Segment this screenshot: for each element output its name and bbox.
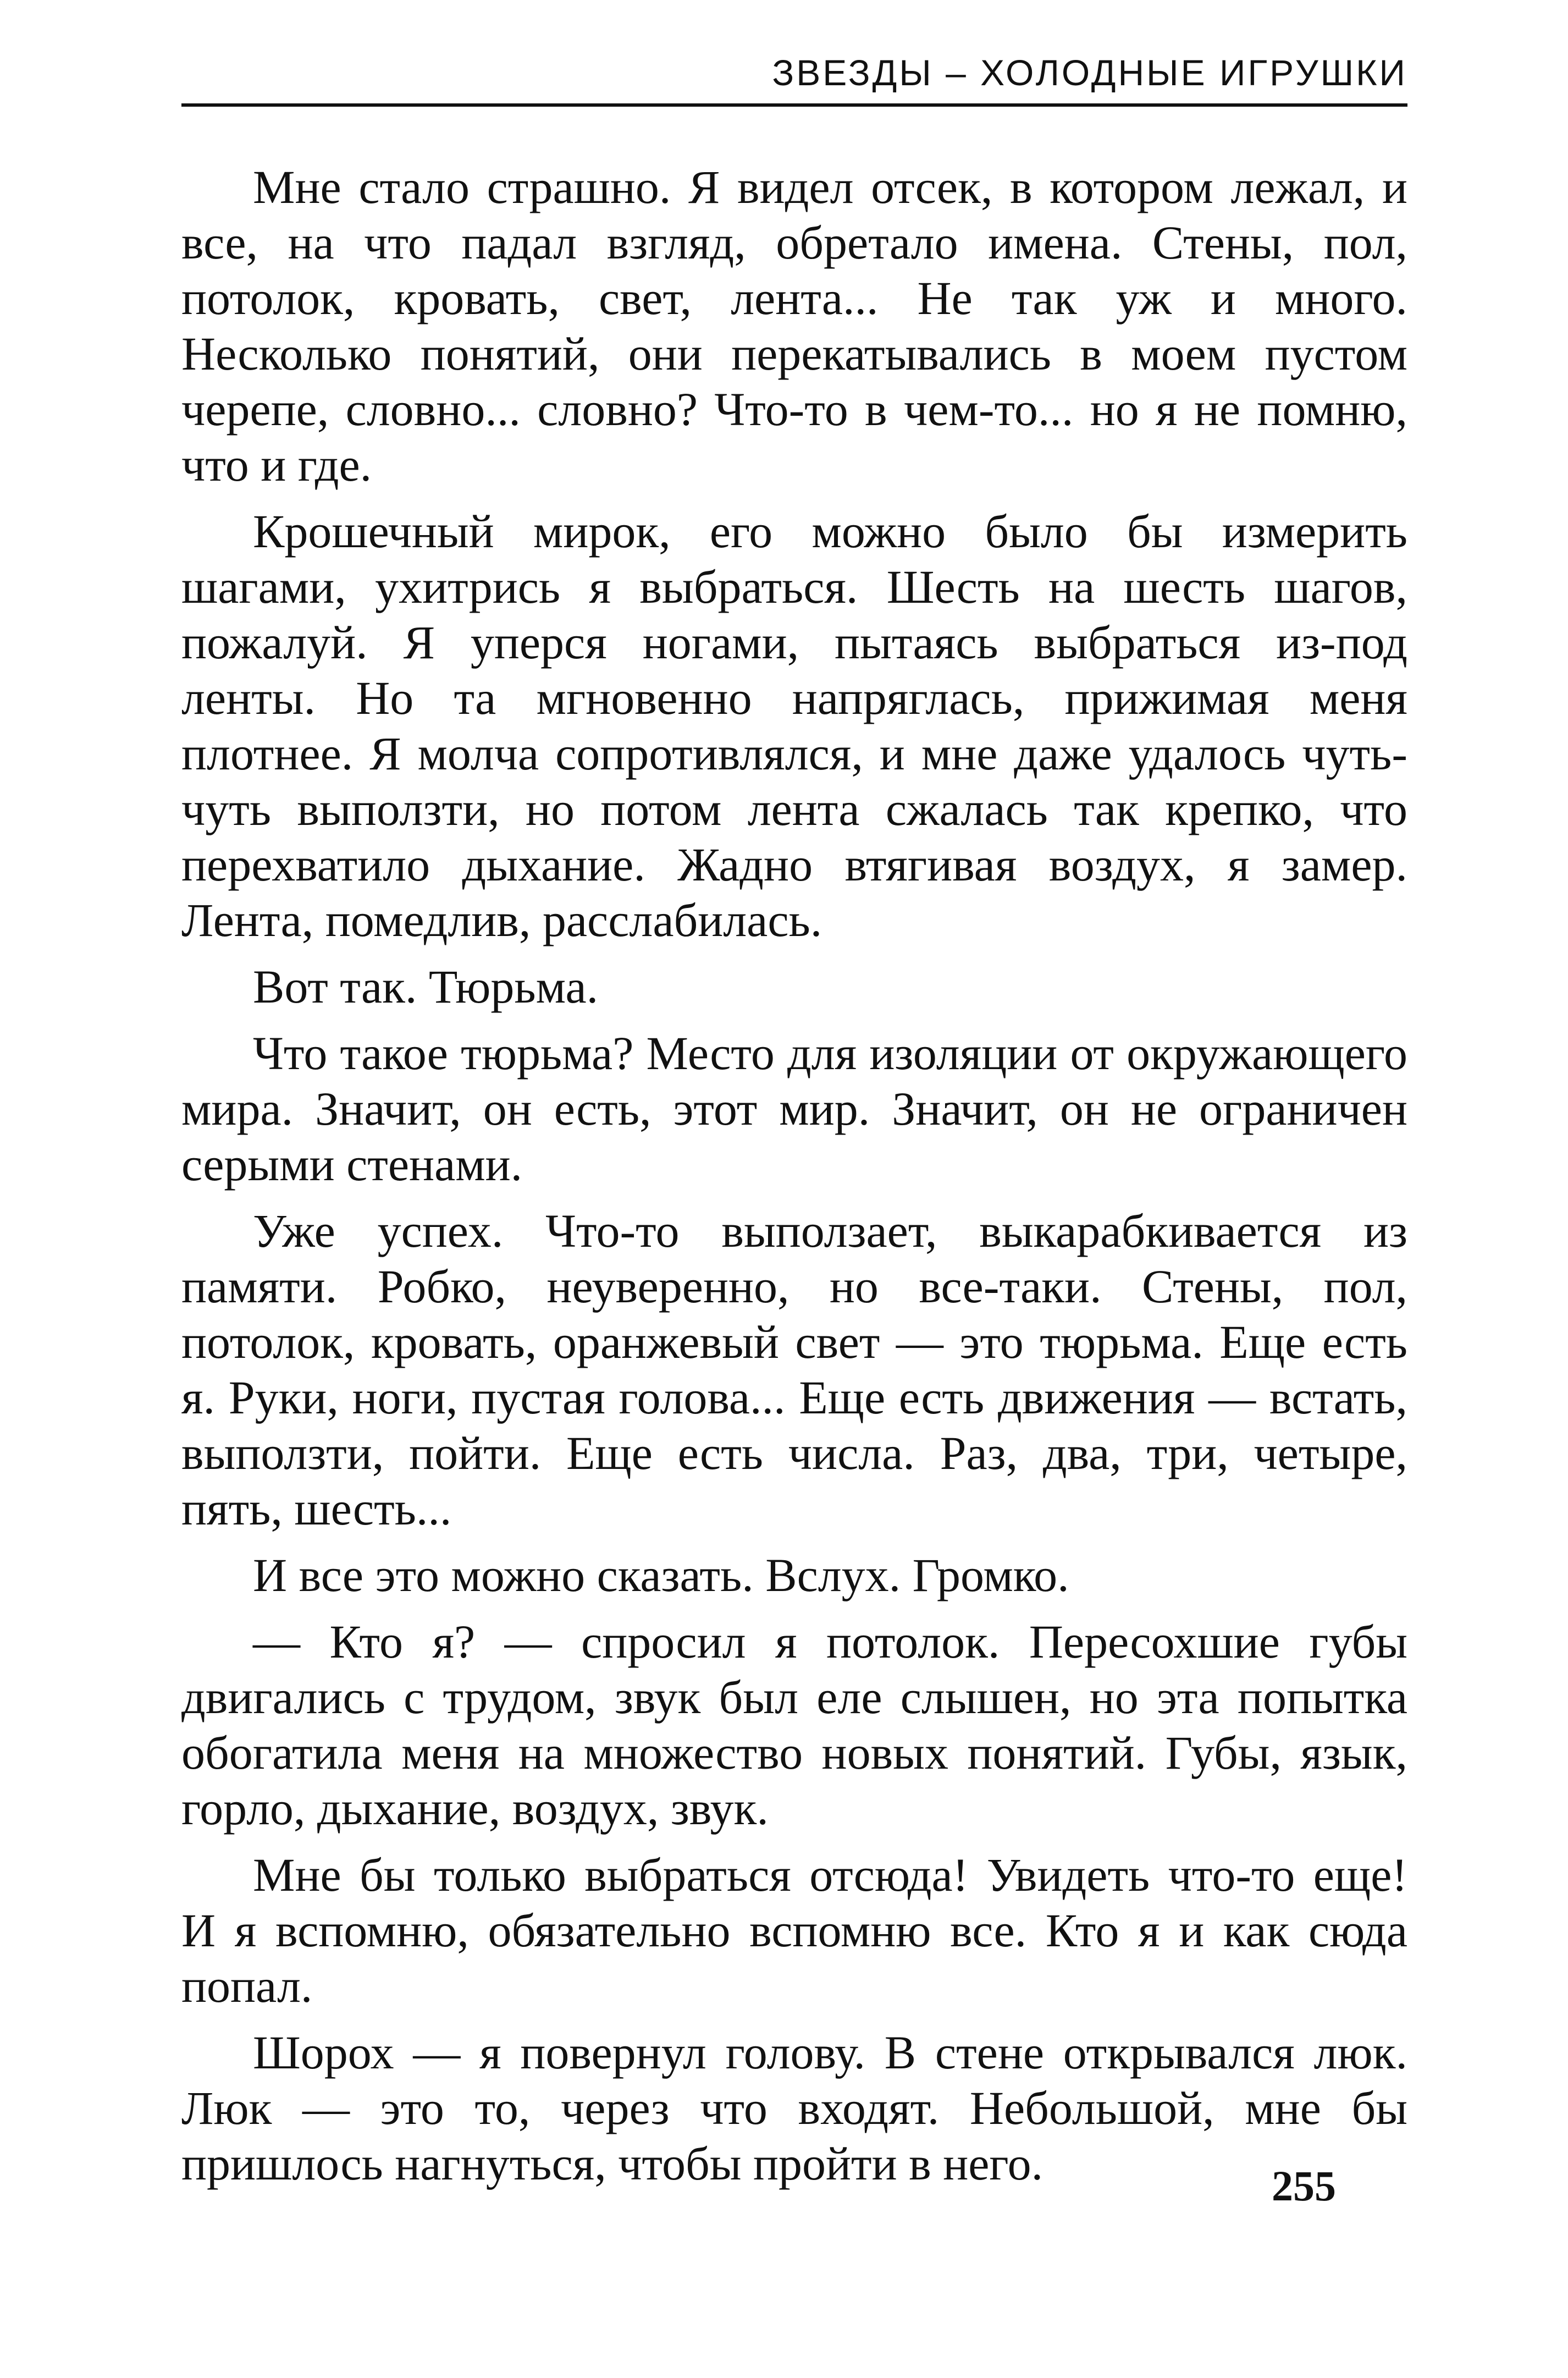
paragraph: Мне бы только выбраться отсюда! Увидеть что-то еще! И я вспомню, обязательно вспомню все. Кто я и как сюда попал. [181,1848,1407,2012]
paragraph: Что такое тюрьма? Место для изоляции от окружающего мира. Значит, он есть, этот мир. Значит, он не ограничен серыми стенами. [181,1027,1407,1191]
paragraph: — Кто я? — спросил я потолок. Пересохшие губы двигались с трудом, звук был еле слышен, но эта попытка обогатила меня на множество новых понятий. Губы, язык, горло, дыхание, воздух, звук. [181,1615,1407,1835]
paragraph: Вот так. Тюрьма. [253,960,599,1013]
paragraph: Уже успех. Что-то выползает, выкарабкивается из памяти. Робко, неуверенно, но все-таки. Стены, пол, потолок, кровать, оранжевый свет — это тюрьма. Еще есть я. Руки, ноги, пустая голова... Еще есть движения — встать, выползти, пойти. Еще есть числа. Раз, два, три, четыре, пять, шесть... [181,1204,1407,1535]
paragraph: Крошечный мирок, его можно было бы измерить шагами, ухитрись я выбраться. Шесть на шесть шагов, пожалуй. Я уперся ногами, пытаясь выбраться из-под ленты. Но та мгновенно напряглась, прижимая меня плотнее. Я молча сопротивлялся, и мне даже удалось чуть-чуть выползти, но потом лента сжалась так крепко, что перехватило дыхание. Жадно втягивая воздух, я замер. Лента, помедлив, расслабилась. [181,505,1407,946]
paragraph: Мне стало страшно. Я видел отсек, в котором лежал, и все, на что падал взгляд, обретало имена. Стены, пол, потолок, кровать, свет, лента... Не так уж и много. Несколько понятий, они перекатывались в моем пустом черепе, словно... словно? Что-то в чем-то... но я не помню, что и где. [181,161,1407,491]
paragraph: И все это можно сказать. Вслух. Громко. [253,1549,1069,1601]
header-rule [181,103,1407,107]
page-number: 255 [1272,2162,1336,2210]
paragraph: Шорох — я повернул голову. В стене открывался люк. Люк — это то, через что входят. Небольшой, мне бы пришлось нагнуться, чтобы пройти в него. [181,2026,1407,2190]
body-text [181,159,1407,2203]
running-head: ЗВЕЗДЫ – ХОЛОДНЫЕ ИГРУШКИ [772,52,1407,93]
